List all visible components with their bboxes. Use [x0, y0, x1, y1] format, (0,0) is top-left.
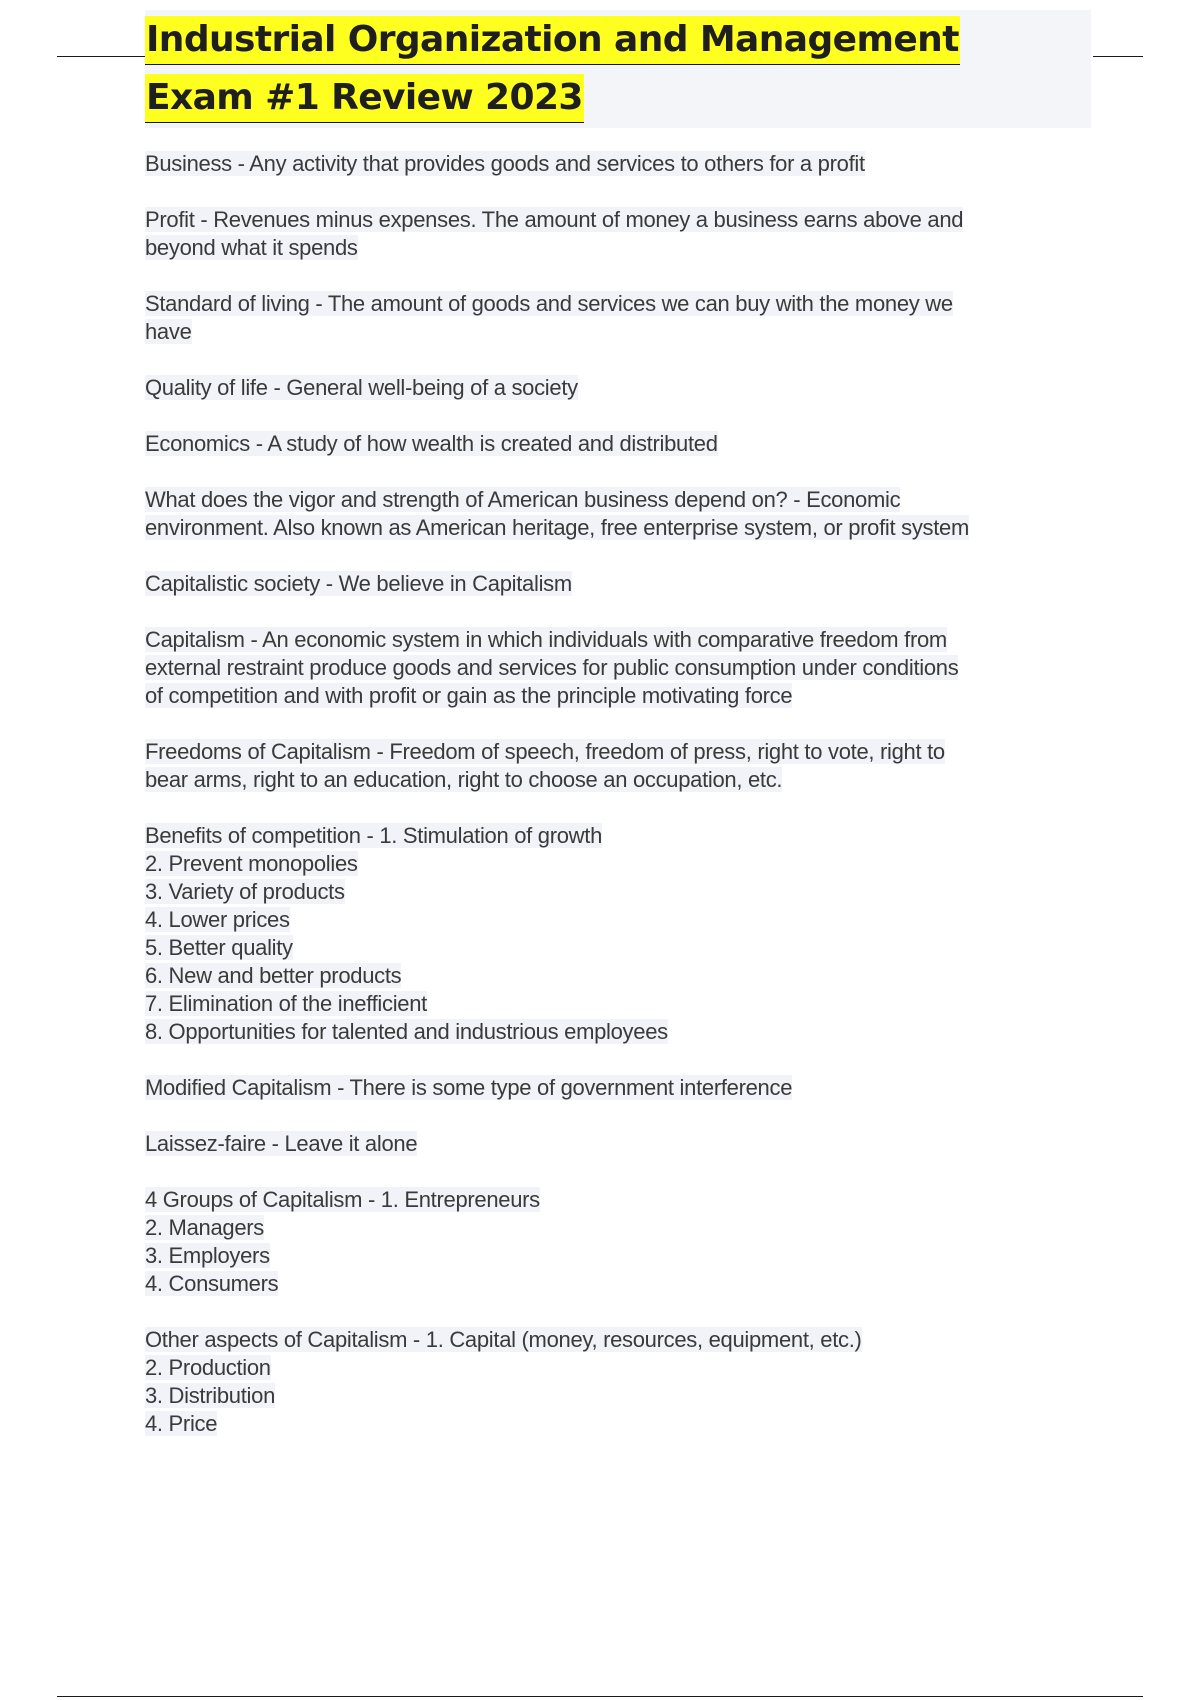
entry-line-text: Laissez-faire - Leave it alone: [145, 1131, 418, 1156]
review-entry: [145, 822, 1095, 1046]
entry-line: [145, 430, 1095, 458]
review-entry: [145, 570, 1095, 598]
entry-line: [145, 738, 1095, 766]
document-title: [145, 10, 1091, 128]
entry-line-text: Capitalistic society - We believe in Capitalism: [145, 571, 572, 596]
entry-line: [145, 374, 1095, 402]
entry-line: [145, 486, 1095, 514]
title-line-2: Exam #1 Review 2023: [145, 74, 584, 123]
entry-line-text: What does the vigor and strength of American business depend on? - Economic: [145, 487, 901, 512]
entry-line: [145, 1186, 1095, 1214]
entry-line: [145, 850, 1095, 878]
entry-line: [145, 1214, 1095, 1242]
entry-line: [145, 290, 1095, 318]
review-entry: [145, 1326, 1095, 1438]
entry-line-text: 2. Production: [145, 1355, 271, 1380]
entry-line: [145, 514, 1095, 542]
entry-line: [145, 626, 1095, 654]
review-entry: [145, 206, 1095, 262]
entry-line-text: 3. Employers: [145, 1243, 270, 1268]
review-entry: [145, 738, 1095, 794]
entry-line-text: environment. Also known as American heritage, free enterprise system, or profit system: [145, 515, 970, 540]
entry-line-text: 8. Opportunities for talented and industrious employees: [145, 1019, 668, 1044]
entry-line-text: 3. Variety of products: [145, 879, 345, 904]
entry-line: [145, 1130, 1095, 1158]
entry-line-text: 2. Managers: [145, 1215, 264, 1240]
entry-line: [145, 1382, 1095, 1410]
entry-line-text: 2. Prevent monopolies: [145, 851, 358, 876]
footer-rule: [57, 1696, 1143, 1697]
entry-line: [145, 934, 1095, 962]
review-entry: [145, 290, 1095, 346]
entry-line-text: 7. Elimination of the inefficient: [145, 991, 427, 1016]
entry-line: [145, 1354, 1095, 1382]
entry-line-text: 6. New and better products: [145, 963, 402, 988]
entry-line: [145, 1242, 1095, 1270]
entry-line: [145, 1410, 1095, 1438]
review-entry: [145, 486, 1095, 542]
entry-line-text: Benefits of competition - 1. Stimulation of growth: [145, 823, 603, 848]
entry-line: [145, 1074, 1095, 1102]
entry-line-text: 5. Better quality: [145, 935, 293, 960]
entry-line-text: 4 Groups of Capitalism - 1. Entrepreneurs: [145, 1187, 540, 1212]
entry-line: [145, 1270, 1095, 1298]
entry-line-text: Profit - Revenues minus expenses. The amount of money a business earns above and: [145, 207, 964, 232]
entry-line-text: Capitalism - An economic system in which individuals with comparative freedom from: [145, 627, 947, 652]
title-line-1: Industrial Organization and Management: [145, 16, 960, 65]
review-entry: [145, 626, 1095, 710]
review-entry: [145, 1130, 1095, 1158]
review-entry: [145, 430, 1095, 458]
entry-line-text: 4. Consumers: [145, 1271, 279, 1296]
entry-line: [145, 962, 1095, 990]
entry-line-text: Standard of living - The amount of goods and services we can buy with the money we: [145, 291, 953, 316]
entry-line-text: Quality of life - General well-being of a society: [145, 375, 578, 400]
entry-line: [145, 1326, 1095, 1354]
entry-line: [145, 990, 1095, 1018]
entry-line-text: bear arms, right to an education, right to choose an occupation, etc.: [145, 767, 783, 792]
entry-line-text: have: [145, 319, 192, 344]
review-content: [145, 150, 1095, 1466]
entry-line: [145, 150, 1095, 178]
review-entry: [145, 150, 1095, 178]
entry-line: [145, 206, 1095, 234]
header-rule-right: [1093, 56, 1143, 57]
entry-line: [145, 822, 1095, 850]
entry-line: [145, 570, 1095, 598]
entry-line: [145, 766, 1095, 794]
review-entry: [145, 374, 1095, 402]
entry-line-text: Business - Any activity that provides goods and services to others for a profit: [145, 151, 865, 176]
entry-line-text: of competition and with profit or gain as the principle motivating force: [145, 683, 793, 708]
entry-line: [145, 682, 1095, 710]
entry-line-text: 4. Price: [145, 1411, 218, 1436]
entry-line: [145, 878, 1095, 906]
entry-line-text: beyond what it spends: [145, 235, 358, 260]
entry-line-text: Modified Capitalism - There is some type of government interference: [145, 1075, 793, 1100]
review-entry: [145, 1074, 1095, 1102]
entry-line-text: Economics - A study of how wealth is created and distributed: [145, 431, 718, 456]
entry-line: [145, 234, 1095, 262]
review-entry: [145, 1186, 1095, 1298]
entry-line-text: Other aspects of Capitalism - 1. Capital (money, resources, equipment, etc.): [145, 1327, 862, 1352]
entry-line: [145, 318, 1095, 346]
entry-line: [145, 654, 1095, 682]
entry-line: [145, 906, 1095, 934]
entry-line-text: 4. Lower prices: [145, 907, 290, 932]
entry-line-text: Freedoms of Capitalism - Freedom of speech, freedom of press, right to vote, right to: [145, 739, 945, 764]
entry-line-text: external restraint produce goods and services for public consumption under conditions: [145, 655, 959, 680]
header-rule-left: [57, 56, 145, 57]
entry-line: [145, 1018, 1095, 1046]
entry-line-text: 3. Distribution: [145, 1383, 276, 1408]
